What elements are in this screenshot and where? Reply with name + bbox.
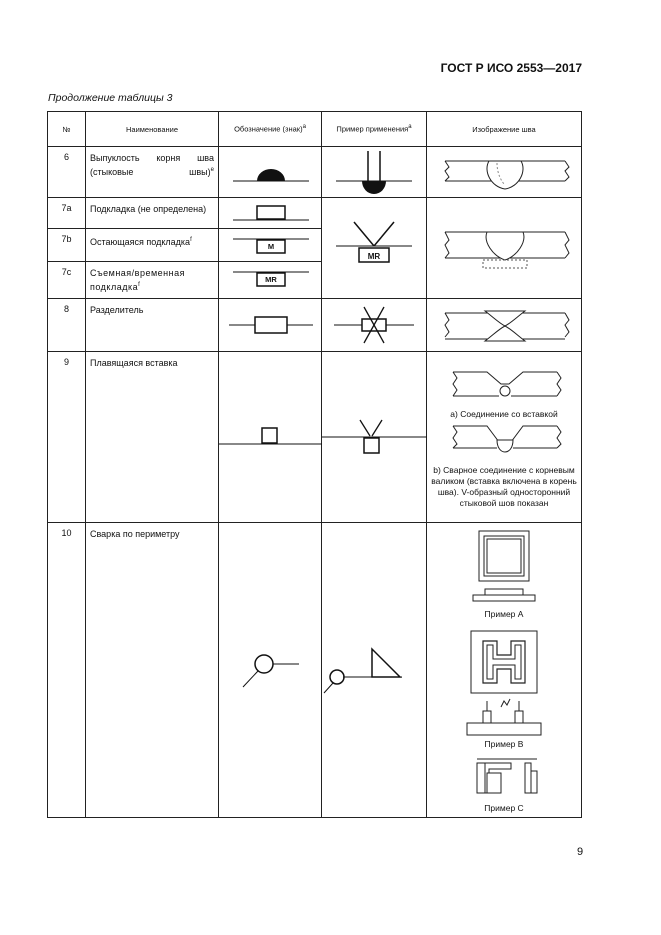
row-num: 10 (48, 523, 86, 818)
row-name: Остающаяся подкладка$^f$ (86, 229, 219, 262)
col-example: Пример применения$^a$ (322, 112, 427, 147)
consumable-insert-example (322, 352, 427, 523)
permanent-backing-symbol (219, 229, 322, 262)
row-num: 6 (48, 147, 86, 198)
backing-badge: M (267, 242, 275, 251)
page-number: 9 (577, 846, 584, 858)
col-image: Изображение шва (427, 112, 582, 147)
table-header-row (48, 112, 582, 147)
all-around-example (322, 523, 427, 818)
caption-example-b: Пример B (484, 739, 524, 749)
caption-example-c: Пример C (484, 803, 524, 813)
row-num: 9 (48, 352, 86, 523)
col-num: № (48, 112, 86, 147)
table-row (48, 352, 582, 523)
backing-image (427, 198, 582, 299)
col-name: Наименование (86, 112, 219, 147)
spacer-image (427, 299, 582, 352)
row-name (86, 262, 219, 299)
row-name-line: Съемная/временная подкладка$^f$ (90, 268, 185, 292)
symbols-table (47, 111, 582, 818)
row-num: 7b (48, 229, 86, 262)
caption-example-a: Пример A (484, 609, 524, 619)
spacer-example (322, 299, 427, 352)
removable-backing-symbol (219, 262, 322, 299)
table-continuation-label: Продолжение таблицы 3 (48, 92, 173, 104)
root-convexity-example (322, 147, 427, 198)
table-row (48, 198, 582, 229)
consumable-insert-image (427, 352, 582, 523)
row-name-line: Выпуклость корня шва (стыковые швы)$^e$ (90, 153, 214, 177)
root-convexity-symbol (219, 147, 322, 198)
spacer-symbol (219, 299, 322, 352)
row-num: 7c (48, 262, 86, 299)
caption-insert-b: b) Сварное соединение с корневым валиком (вставка включена в корень шва). V-образный односторонний стыковой шов показан (431, 465, 577, 508)
col-symbol: Обозначение (знак)$^a$ (219, 112, 322, 147)
row-name: Разделитель (86, 299, 219, 352)
table-row (48, 523, 582, 818)
consumable-insert-symbol (219, 352, 322, 523)
backing-badge: MR (265, 275, 277, 284)
row-name: Подкладка (не определена) (86, 198, 219, 229)
row-num: 8 (48, 299, 86, 352)
backing-symbol (219, 198, 322, 229)
all-around-image (427, 523, 582, 818)
table-row (48, 147, 582, 198)
root-convexity-image (427, 147, 582, 198)
all-around-symbol (219, 523, 322, 818)
backing-example (322, 198, 427, 299)
example-badge: MR (367, 252, 381, 261)
row-num: 7a (48, 198, 86, 229)
row-name (86, 147, 219, 198)
caption-insert-a: а) Соединение со вставкой (450, 409, 558, 419)
row-name: Плавящаяся вставка (86, 352, 219, 523)
table-row (48, 299, 582, 352)
row-name: Сварка по периметру (86, 523, 219, 818)
document-code: ГОСТ Р ИСО 2553—2017 (440, 61, 582, 75)
